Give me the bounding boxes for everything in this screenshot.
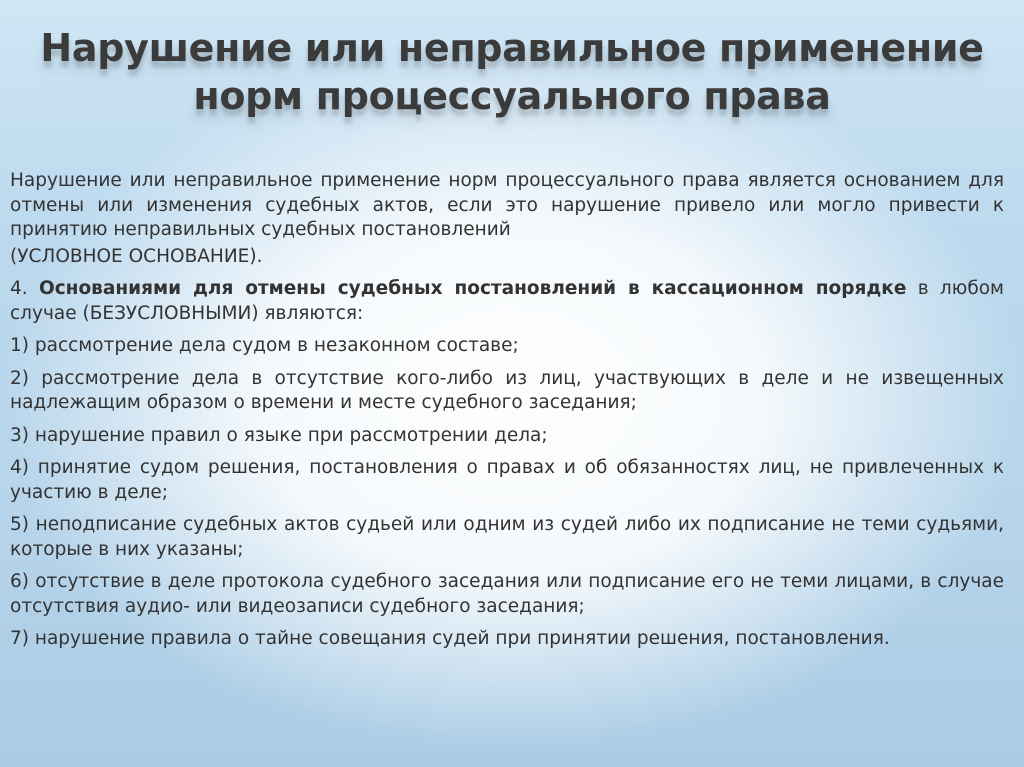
slide-title-line-2: норм процессуального права (193, 74, 831, 118)
list-item-6: 6) отсутствие в деле протокола судебного заседания или подписание его не теми лицами, в случае отсутствия аудио- или видеозаписи судебного заседания; (10, 571, 1004, 617)
heading-prefix: 4. (10, 278, 39, 299)
list-item-4: 4) принятие судом решения, постановления о правах и об обязанностях лиц, не привлеченных к участию в деле; (10, 457, 1004, 503)
conditional-basis-paragraph: (УСЛОВНОЕ ОСНОВАНИЕ). (10, 245, 263, 267)
list-item-2: 2) рассмотрение дела в отсутствие кого-либо из лиц, участвующих в деле и не извещенных надлежащим образом о времени и месте судебного заседания; (10, 367, 1004, 413)
slide-body (10, 169, 1004, 660)
list-item-7: 7) нарушение правила о тайне совещания судей при принятии решения, постановления. (10, 628, 890, 649)
heading-rest-text: в любом случае (БЕЗУСЛОВНЫМИ) являются: (10, 278, 1005, 324)
list-item-5: 5) неподписание судебных актов судьей или одним из судей либо их подписание не теми судьями, которые в них указаны; (10, 514, 1004, 560)
list-item-3: 3) нарушение правил о языке при рассмотрении дела; (10, 424, 548, 446)
slide-title-line-1: Нарушение или неправильное применение (40, 26, 984, 70)
heading-bold-text: Основаниями для отмены судебных постановлений в кассационном порядке (38, 278, 907, 299)
unconditional-grounds-heading (10, 277, 1004, 326)
intro-paragraph: Нарушение или неправильное применение норм процессуального права является основанием для отмены или изменения судебных актов, если это нарушение привело или могло привести к принятию неправильных судебных постановлений (10, 170, 1004, 240)
list-item-1: 1) рассмотрение дела судом в незаконном составе; (10, 335, 519, 356)
slide-title (0, 24, 1024, 120)
